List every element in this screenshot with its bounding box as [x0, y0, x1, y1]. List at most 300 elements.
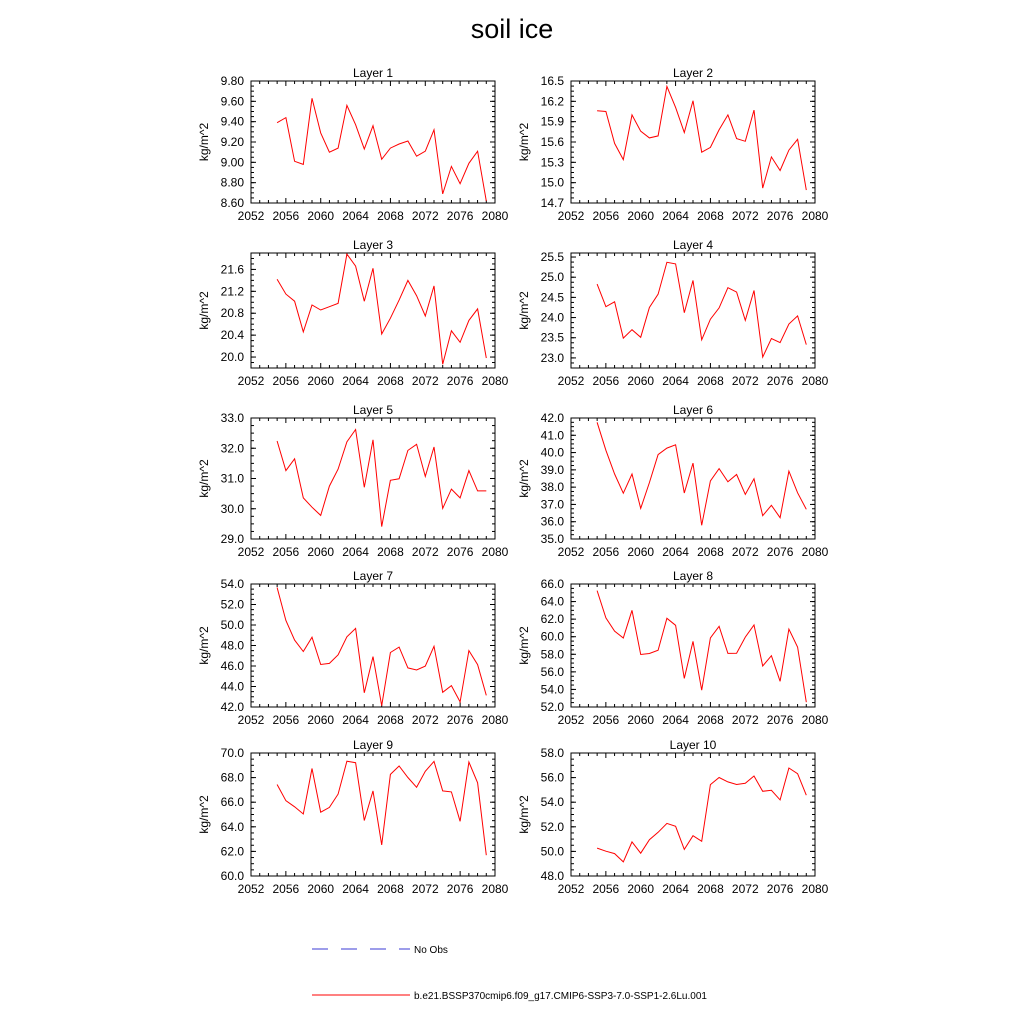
- data-point: [658, 650, 659, 651]
- data-point: [701, 525, 702, 526]
- y-tick-label: 54.0: [540, 682, 564, 697]
- series-line: [277, 761, 486, 855]
- y-tick-label: 54.0: [220, 577, 244, 591]
- y-tick-label: 9.40: [220, 114, 244, 129]
- data-point: [605, 306, 606, 307]
- series-line: [597, 422, 806, 525]
- data-point: [806, 795, 807, 796]
- y-tick-label: 8.80: [220, 175, 244, 190]
- y-tick-label: 64.0: [220, 819, 244, 834]
- y-tick-label: 56.0: [540, 770, 564, 785]
- x-tick-label: 2056: [272, 713, 300, 727]
- data-point: [442, 508, 443, 509]
- x-tick-label: 2072: [411, 713, 439, 727]
- data-point: [675, 263, 676, 264]
- data-point: [346, 761, 347, 762]
- data-point: [399, 647, 400, 648]
- y-axis-label: kg/m^2: [197, 795, 211, 834]
- data-point: [640, 337, 641, 338]
- y-tick-label: 25.5: [540, 250, 564, 265]
- y-tick-label: 8.60: [220, 196, 244, 210]
- series-line: [597, 591, 806, 703]
- data-point: [303, 164, 304, 165]
- x-tick-label: 2076: [766, 545, 794, 559]
- y-tick-label: 15.9: [540, 114, 564, 129]
- data-point: [797, 773, 798, 774]
- data-point: [640, 654, 641, 655]
- y-tick-label: 9.80: [220, 74, 244, 88]
- x-tick-label: 2068: [377, 882, 404, 896]
- x-tick-label: 2076: [766, 713, 794, 727]
- x-tick-label: 2056: [272, 882, 300, 896]
- data-point: [701, 339, 702, 340]
- y-tick-label: 9.20: [220, 135, 244, 149]
- y-tick-label: 21.6: [220, 262, 244, 277]
- data-point: [416, 295, 417, 296]
- data-point: [797, 139, 798, 140]
- data-point: [684, 492, 685, 493]
- x-tick-label: 2072: [411, 209, 439, 223]
- data-point: [649, 839, 650, 840]
- x-tick-label: 2080: [801, 209, 829, 223]
- data-point: [640, 853, 641, 854]
- panel-title: Layer 10: [669, 738, 717, 752]
- data-point: [605, 851, 606, 852]
- data-point: [649, 307, 650, 308]
- panel-layer-8: [517, 569, 829, 727]
- data-point: [390, 148, 391, 149]
- data-point: [666, 823, 667, 824]
- data-point: [631, 473, 632, 474]
- y-tick-label: 52.0: [540, 700, 564, 714]
- y-tick-label: 15.6: [540, 135, 564, 149]
- data-point: [597, 847, 598, 848]
- x-tick-label: 2068: [377, 209, 404, 223]
- data-point: [372, 790, 373, 791]
- x-tick-label: 2068: [377, 545, 404, 559]
- data-point: [460, 497, 461, 498]
- data-point: [806, 702, 807, 703]
- x-tick-label: 2068: [377, 713, 404, 727]
- y-tick-label: 15.0: [540, 175, 564, 190]
- data-point: [710, 319, 711, 320]
- y-tick-label: 23.5: [540, 330, 564, 345]
- x-tick-label: 2060: [307, 209, 335, 223]
- x-tick-label: 2080: [481, 209, 509, 223]
- data-point: [303, 651, 304, 652]
- data-point: [710, 784, 711, 785]
- data-point: [486, 200, 487, 201]
- data-point: [285, 117, 286, 118]
- data-point: [329, 663, 330, 664]
- x-tick-label: 2072: [731, 209, 759, 223]
- x-tick-label: 2060: [627, 545, 655, 559]
- data-point: [390, 318, 391, 319]
- y-axis-label: kg/m^2: [197, 626, 211, 665]
- x-tick-label: 2052: [237, 545, 265, 559]
- data-point: [614, 473, 615, 474]
- data-point: [338, 303, 339, 304]
- x-tick-label: 2076: [446, 209, 474, 223]
- panel-title: Layer 6: [672, 403, 714, 417]
- data-point: [477, 664, 478, 665]
- data-point: [780, 342, 781, 343]
- data-point: [614, 853, 615, 854]
- data-point: [407, 667, 408, 668]
- data-point: [329, 485, 330, 486]
- plot-frame: [571, 753, 815, 876]
- data-point: [727, 287, 728, 288]
- x-tick-label: 2068: [377, 374, 404, 388]
- x-tick-label: 2064: [662, 713, 689, 727]
- data-point: [425, 666, 426, 667]
- data-point: [303, 331, 304, 332]
- data-point: [684, 132, 685, 133]
- y-tick-label: 24.5: [540, 290, 564, 305]
- data-point: [692, 463, 693, 464]
- y-tick-label: 33.0: [220, 411, 244, 425]
- data-point: [364, 692, 365, 693]
- x-tick-label: 2076: [766, 209, 794, 223]
- x-tick-label: 2060: [627, 882, 655, 896]
- legend-series-label: b.e21.BSSP370cmip6.f09_g17.CMIP6-SSP3-7.0-SSP1-2.6Lu.001: [414, 991, 707, 1002]
- series-line: [277, 254, 486, 364]
- y-tick-label: 41.0: [540, 428, 564, 443]
- data-point: [433, 646, 434, 647]
- x-tick-label: 2076: [446, 713, 474, 727]
- data-point: [285, 293, 286, 294]
- data-point: [329, 807, 330, 808]
- data-point: [666, 618, 667, 619]
- x-tick-label: 2060: [307, 545, 335, 559]
- x-tick-label: 2064: [342, 545, 369, 559]
- data-point: [727, 481, 728, 482]
- y-axis-label: kg/m^2: [197, 291, 211, 330]
- data-point: [797, 315, 798, 316]
- plot-frame: [571, 584, 815, 707]
- y-tick-label: 66.0: [540, 577, 564, 591]
- data-point: [425, 315, 426, 316]
- data-point: [364, 301, 365, 302]
- y-tick-label: 44.0: [220, 679, 244, 694]
- x-tick-label: 2072: [411, 545, 439, 559]
- data-point: [372, 125, 373, 126]
- panels: [197, 66, 829, 896]
- data-point: [364, 820, 365, 821]
- y-tick-label: 37.0: [540, 497, 564, 512]
- x-tick-label: 2076: [766, 374, 794, 388]
- plot-frame: [251, 418, 495, 539]
- data-point: [710, 480, 711, 481]
- y-tick-label: 35.0: [540, 532, 564, 546]
- data-point: [806, 344, 807, 345]
- plot-frame: [571, 253, 815, 368]
- data-point: [364, 487, 365, 488]
- y-axis-label: kg/m^2: [517, 626, 531, 665]
- y-tick-label: 38.0: [540, 480, 564, 495]
- panel-title: Layer 3: [352, 238, 394, 252]
- data-point: [736, 138, 737, 139]
- y-tick-label: 31.0: [220, 471, 244, 486]
- data-point: [451, 685, 452, 686]
- data-point: [736, 653, 737, 654]
- data-point: [442, 193, 443, 194]
- x-tick-label: 2064: [662, 545, 689, 559]
- data-point: [311, 304, 312, 305]
- y-tick-label: 70.0: [220, 746, 244, 760]
- y-tick-label: 48.0: [540, 869, 564, 883]
- y-axis-label: kg/m^2: [517, 291, 531, 330]
- data-point: [658, 294, 659, 295]
- data-point: [477, 490, 478, 491]
- data-point: [477, 151, 478, 152]
- x-tick-label: 2056: [592, 882, 620, 896]
- y-tick-label: 21.2: [220, 284, 244, 299]
- data-point: [277, 279, 278, 280]
- y-tick-label: 36.0: [540, 514, 564, 529]
- data-point: [355, 628, 356, 629]
- data-point: [762, 515, 763, 516]
- data-point: [788, 767, 789, 768]
- data-point: [623, 493, 624, 494]
- y-tick-label: 20.4: [220, 328, 244, 343]
- data-point: [684, 678, 685, 679]
- x-tick-label: 2060: [307, 374, 335, 388]
- y-tick-label: 23.0: [540, 350, 564, 365]
- data-point: [666, 86, 667, 87]
- x-tick-label: 2064: [342, 209, 369, 223]
- data-point: [745, 636, 746, 637]
- data-point: [433, 129, 434, 130]
- data-point: [788, 150, 789, 151]
- data-point: [771, 156, 772, 157]
- data-point: [649, 653, 650, 654]
- data-point: [719, 626, 720, 627]
- data-point: [780, 799, 781, 800]
- x-tick-label: 2056: [272, 374, 300, 388]
- panel-layer-1: [197, 66, 509, 223]
- data-point: [753, 110, 754, 111]
- x-tick-label: 2068: [697, 882, 724, 896]
- data-point: [407, 280, 408, 281]
- series-line: [597, 86, 806, 190]
- x-tick-label: 2068: [697, 374, 724, 388]
- data-point: [745, 494, 746, 495]
- data-point: [486, 358, 487, 359]
- data-point: [381, 526, 382, 527]
- panel-layer-2: [517, 66, 829, 223]
- y-tick-label: 14.7: [540, 196, 564, 210]
- data-point: [425, 771, 426, 772]
- data-point: [780, 170, 781, 171]
- x-tick-label: 2068: [697, 713, 724, 727]
- data-point: [294, 458, 295, 459]
- data-point: [675, 444, 676, 445]
- x-tick-label: 2052: [557, 882, 585, 896]
- data-point: [451, 791, 452, 792]
- panel-title: Layer 8: [672, 569, 714, 583]
- y-tick-label: 15.3: [540, 155, 564, 170]
- data-point: [701, 690, 702, 691]
- data-point: [684, 849, 685, 850]
- data-point: [329, 306, 330, 307]
- data-point: [692, 641, 693, 642]
- series-line: [597, 768, 806, 862]
- panel-title: Layer 1: [352, 66, 394, 80]
- data-point: [433, 446, 434, 447]
- panel-title: Layer 7: [352, 569, 394, 583]
- data-point: [684, 312, 685, 313]
- data-point: [399, 299, 400, 300]
- x-tick-label: 2052: [237, 374, 265, 388]
- y-tick-label: 39.0: [540, 462, 564, 477]
- x-tick-label: 2060: [307, 882, 335, 896]
- series-line: [277, 98, 486, 201]
- data-point: [710, 147, 711, 148]
- x-tick-label: 2080: [481, 882, 509, 896]
- data-point: [346, 441, 347, 442]
- data-point: [372, 439, 373, 440]
- panel-layer-4: [517, 238, 829, 388]
- data-point: [451, 488, 452, 489]
- data-point: [771, 655, 772, 656]
- panel-title: Layer 9: [352, 738, 394, 752]
- y-tick-label: 52.0: [540, 819, 564, 834]
- y-axis-label: kg/m^2: [517, 795, 531, 834]
- data-point: [451, 330, 452, 331]
- data-point: [294, 639, 295, 640]
- x-tick-label: 2052: [557, 209, 585, 223]
- data-point: [303, 497, 304, 498]
- x-tick-label: 2080: [801, 545, 829, 559]
- y-axis-label: kg/m^2: [197, 122, 211, 162]
- data-point: [797, 646, 798, 647]
- data-point: [433, 761, 434, 762]
- data-point: [433, 285, 434, 286]
- x-tick-label: 2064: [342, 882, 369, 896]
- data-point: [346, 253, 347, 254]
- series-line: [277, 430, 486, 527]
- data-point: [788, 470, 789, 471]
- data-point: [623, 338, 624, 339]
- y-tick-label: 42.0: [540, 411, 564, 425]
- y-tick-label: 24.0: [540, 310, 564, 325]
- data-point: [390, 652, 391, 653]
- y-tick-label: 32.0: [220, 441, 244, 456]
- data-point: [285, 620, 286, 621]
- x-tick-label: 2072: [411, 882, 439, 896]
- data-point: [320, 309, 321, 310]
- data-point: [614, 630, 615, 631]
- panel-title: Layer 5: [352, 403, 394, 417]
- plot-frame: [251, 81, 495, 203]
- y-axis-label: kg/m^2: [517, 459, 531, 498]
- data-point: [381, 159, 382, 160]
- data-point: [745, 783, 746, 784]
- y-tick-label: 58.0: [540, 746, 564, 760]
- data-point: [658, 832, 659, 833]
- data-point: [623, 861, 624, 862]
- data-point: [631, 610, 632, 611]
- data-point: [762, 357, 763, 358]
- data-point: [277, 784, 278, 785]
- data-point: [675, 826, 676, 827]
- data-point: [416, 669, 417, 670]
- data-point: [338, 148, 339, 149]
- data-point: [442, 364, 443, 365]
- y-axis-label: kg/m^2: [517, 122, 531, 162]
- data-point: [372, 268, 373, 269]
- x-tick-label: 2076: [766, 882, 794, 896]
- data-point: [719, 129, 720, 130]
- data-point: [372, 656, 373, 657]
- y-tick-label: 46.0: [220, 659, 244, 673]
- data-point: [329, 152, 330, 153]
- data-point: [407, 140, 408, 141]
- data-point: [780, 681, 781, 682]
- x-tick-label: 2064: [342, 374, 369, 388]
- x-tick-label: 2072: [411, 374, 439, 388]
- x-tick-label: 2056: [592, 374, 620, 388]
- data-point: [788, 323, 789, 324]
- data-point: [762, 187, 763, 188]
- x-tick-label: 2072: [731, 882, 759, 896]
- data-point: [285, 470, 286, 471]
- x-tick-label: 2068: [697, 209, 724, 223]
- data-point: [666, 447, 667, 448]
- data-point: [468, 163, 469, 164]
- y-tick-label: 16.5: [540, 74, 564, 88]
- panel-title: Layer 4: [672, 238, 714, 252]
- data-point: [736, 474, 737, 475]
- data-point: [692, 835, 693, 836]
- data-point: [390, 774, 391, 775]
- data-point: [631, 114, 632, 115]
- data-point: [381, 333, 382, 334]
- legend-obs-label: No Obs: [414, 945, 448, 956]
- x-tick-label: 2076: [446, 374, 474, 388]
- x-tick-label: 2064: [662, 374, 689, 388]
- data-point: [597, 110, 598, 111]
- y-tick-label: 40.0: [540, 445, 564, 460]
- x-tick-label: 2080: [801, 713, 829, 727]
- data-point: [346, 105, 347, 106]
- x-tick-label: 2052: [557, 374, 585, 388]
- data-point: [806, 509, 807, 510]
- y-tick-label: 20.8: [220, 306, 244, 321]
- y-tick-label: 50.0: [220, 618, 244, 632]
- data-point: [338, 793, 339, 794]
- data-point: [719, 777, 720, 778]
- y-tick-label: 16.2: [540, 94, 564, 109]
- x-tick-label: 2072: [731, 545, 759, 559]
- data-point: [407, 777, 408, 778]
- y-tick-label: 60.0: [540, 629, 564, 644]
- x-tick-label: 2056: [272, 545, 300, 559]
- y-tick-label: 66.0: [220, 795, 244, 810]
- panel-layer-7: [197, 569, 509, 727]
- data-point: [338, 469, 339, 470]
- data-point: [753, 775, 754, 776]
- data-point: [277, 440, 278, 441]
- data-point: [719, 468, 720, 469]
- data-point: [753, 290, 754, 291]
- x-tick-label: 2064: [662, 209, 689, 223]
- data-point: [416, 787, 417, 788]
- data-point: [468, 470, 469, 471]
- x-tick-label: 2076: [446, 545, 474, 559]
- data-point: [460, 821, 461, 822]
